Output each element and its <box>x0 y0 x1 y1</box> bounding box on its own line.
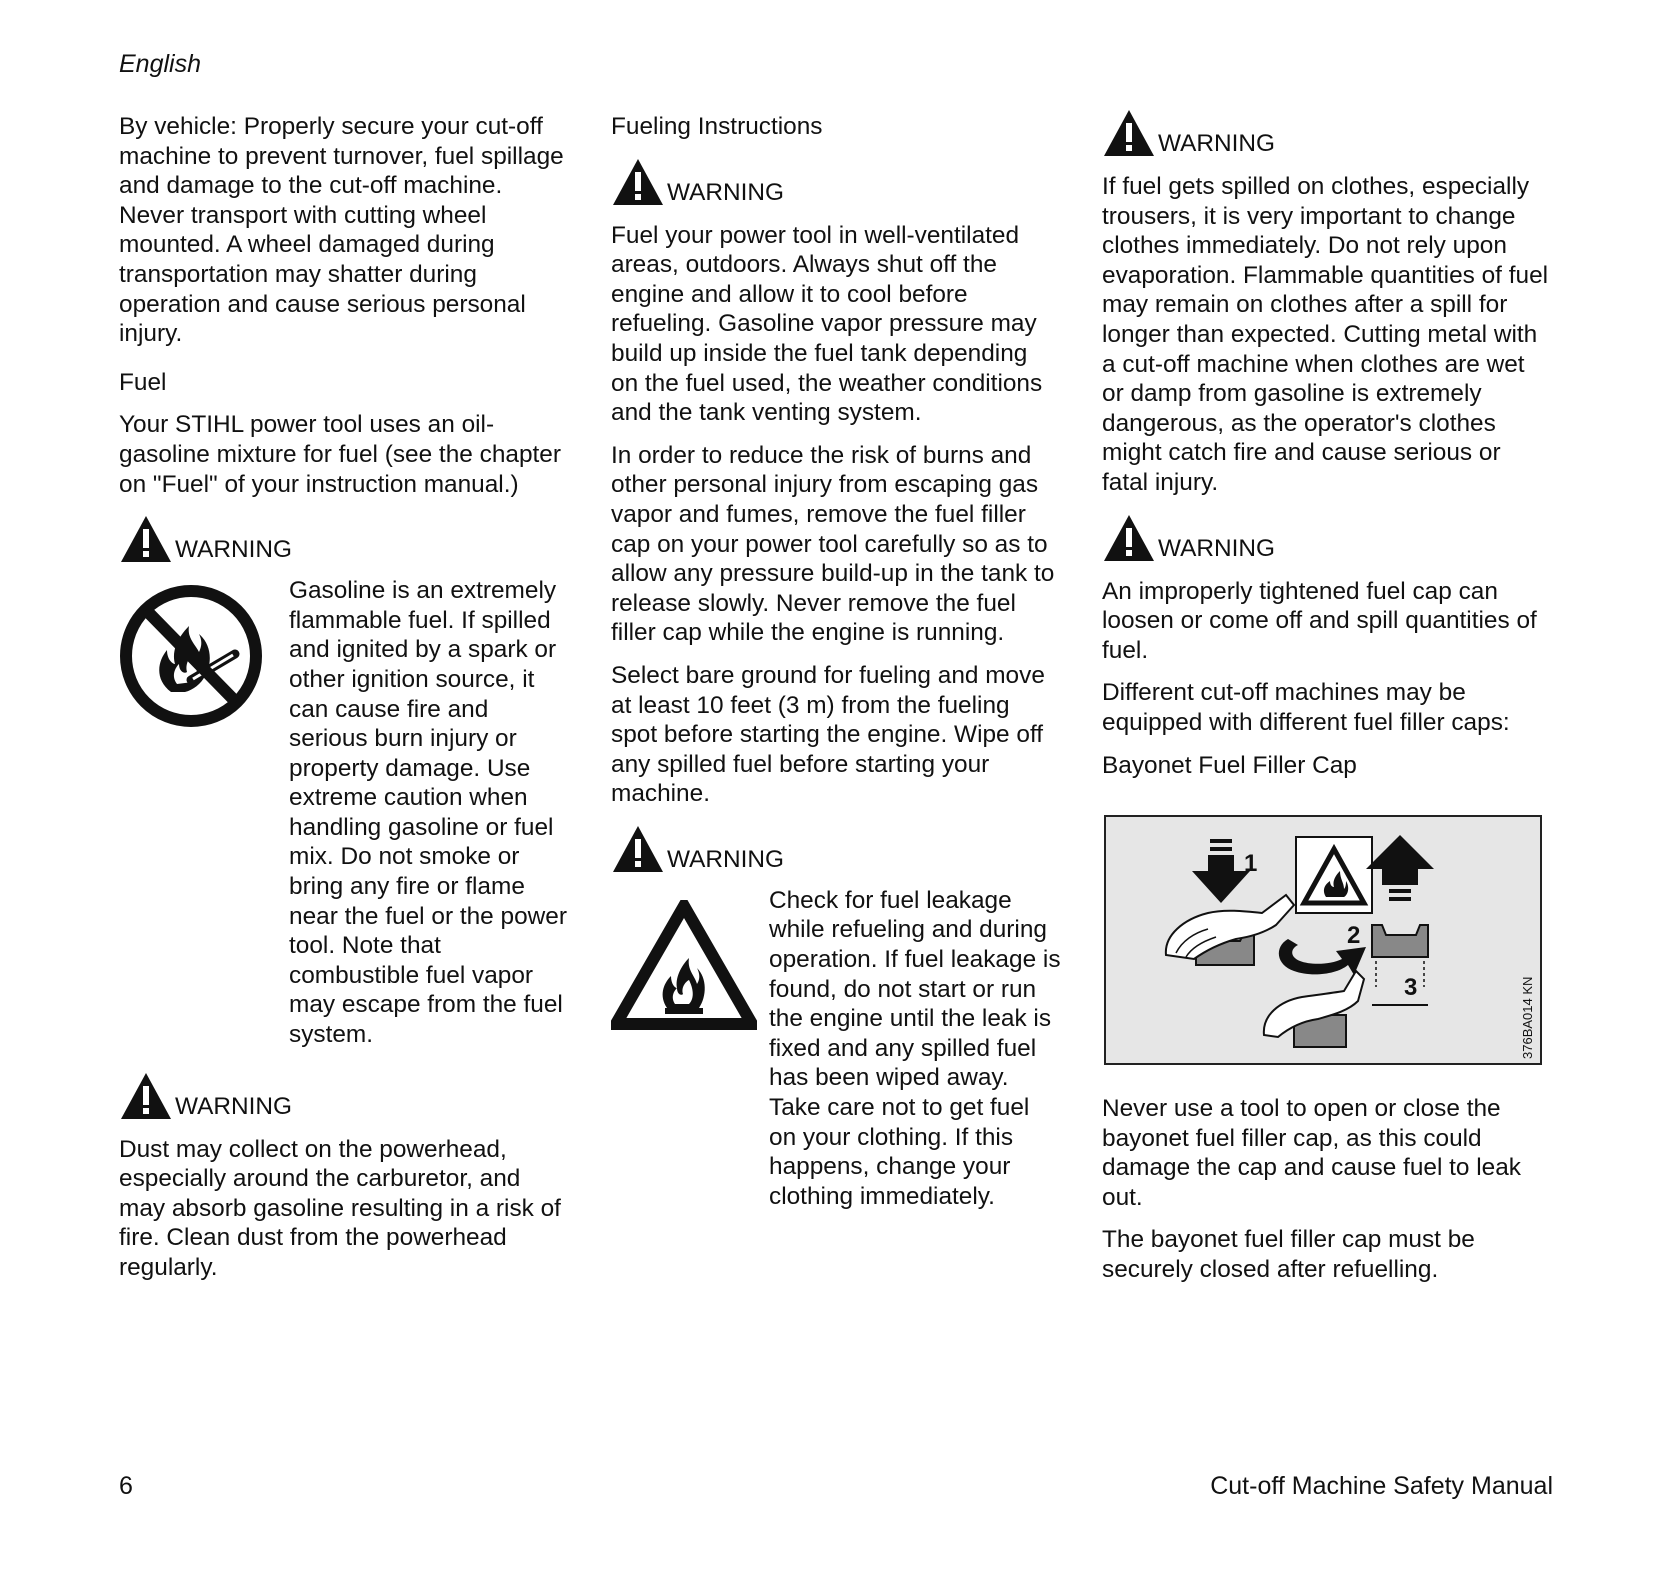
figure-code: 376BA014 KN <box>1520 976 1535 1060</box>
fuel-heading: Fuel <box>119 368 167 396</box>
warning-label: WARNING <box>175 536 292 564</box>
bayonet-cap-illustration <box>1104 815 1542 1065</box>
column-2 <box>611 112 1061 1224</box>
warning-header <box>1102 511 1552 563</box>
step-1-label: 1 <box>1244 850 1258 878</box>
vehicle-transport-paragraph: By vehicle: Properly secure your cut-off machine to prevent turnover, fuel spillage and damage to the cut-off machine. Never transport with cutting wheel mounted. A wheel damaged during transportation may shatter during operation and cause serious personal injury. <box>119 113 564 348</box>
no-open-flame-icon <box>119 580 275 736</box>
bayonet-cap-heading: Bayonet Fuel Filler Cap <box>1102 751 1357 779</box>
warning-triangle-icon <box>611 157 665 207</box>
warning-triangle-icon <box>119 514 173 564</box>
fuel-cap-paragraph: An improperly tightened fuel cap can loosen or come off and spill quantities of fuel. <box>1102 577 1537 664</box>
column-3 <box>1102 112 1552 1298</box>
warning-triangle-icon <box>1102 513 1156 563</box>
clothes-warning-paragraph: If fuel gets spilled on clothes, especially trousers, it is very important to change clothes immediately. Do not rely upon evaporation. Flammable quantities of fuel may remain on clothes after a spill for longer than expected. Cutting metal with a cut-off machine when clothes are wet or damp from gasoline is extremely dangerous, as the operator's clothes might catch fire and cause serious or fatal injury. <box>1102 173 1549 496</box>
different-caps-paragraph: Different cut-off machines may be equipped with different fuel filler caps: <box>1102 679 1510 736</box>
warning-header <box>611 822 1061 874</box>
warning-header <box>119 512 569 564</box>
warning-label: WARNING <box>1158 130 1275 157</box>
warning-label: WARNING <box>667 178 784 206</box>
page-number: 6 <box>119 1472 133 1500</box>
manual-title: Cut-off Machine Safety Manual <box>1210 1472 1553 1500</box>
gasoline-warning-paragraph: Gasoline is an extremely flammable fuel. If spilled and ignited by a spark or other ignition source, it can cause fire and serious burn injury or property damage. Use extreme caution when handling gasoline or fuel mix. Do not smoke or bring any fire or flame near the fuel or the power tool. Note that combustible fuel vapor may escape from the fuel system. <box>289 577 567 1049</box>
language-label: English <box>119 50 201 78</box>
leakage-warning-block <box>611 888 1061 1225</box>
column-1 <box>119 112 569 1296</box>
warning-label: WARNING <box>667 845 784 873</box>
step-3-label: 3 <box>1404 974 1418 1002</box>
ventilation-paragraph: Fuel your power tool in well-ventilated areas, outdoors. Always shut off the engine and allow it to cool before refueling. Gasoline vapor pressure may build up inside the fuel tank depending on the fuel used, the weather conditions and the tank venting system. <box>611 221 1043 427</box>
securely-closed-paragraph: The bayonet fuel filler cap must be securely closed after refuelling. <box>1102 1226 1475 1284</box>
warning-header <box>1102 106 1552 158</box>
leakage-warning-paragraph: Check for fuel leakage while refueling and during operation. If fuel leakage is found, do not start or run the engine until the leak is fixed and any spilled fuel has been wiped away. Take care not to get fuel on your clothing. If this happens, change your clothing immediately. <box>769 886 1061 1210</box>
dust-warning-paragraph: Dust may collect on the powerhead, especially around the carburetor, and may absorb gasoline resulting in a risk of fire. Clean dust from the powerhead regularly. <box>119 1135 561 1281</box>
warning-triangle-icon <box>1102 108 1156 158</box>
warning-triangle-icon <box>119 1071 173 1121</box>
flammable-warning-icon <box>611 900 757 1034</box>
burns-risk-paragraph: In order to reduce the risk of burns and other personal injury from escaping gas vapor and fumes, remove the fuel filler cap on your power tool carefully so as to allow any pressure build-up in the tank to release slowly. Never remove the fuel filler cap while the engine is running. <box>611 441 1055 647</box>
warning-header <box>119 1069 569 1121</box>
warning-label: WARNING <box>1158 534 1275 562</box>
fuel-mixture-paragraph: Your STIHL power tool uses an oil-gasoline mixture for fuel (see the chapter on "Fuel" of your instruction manual.) <box>119 411 561 498</box>
step-2-label: 2 <box>1347 922 1361 950</box>
warning-triangle-icon <box>611 824 665 874</box>
bare-ground-paragraph: Select bare ground for fueling and move at least 10 feet (3 m) from the fueling spot before starting the engine. Wipe off any spilled fuel before starting your machine. <box>611 661 1045 808</box>
never-use-tool-paragraph: Never use a tool to open or close the bayonet fuel filler cap, as this could damage the cap and cause fuel to leak out. <box>1102 1095 1521 1211</box>
gasoline-warning-block <box>119 578 569 1063</box>
warning-header <box>611 155 1061 207</box>
fueling-instructions-heading: Fueling Instructions <box>611 113 823 140</box>
warning-label: WARNING <box>175 1092 292 1120</box>
